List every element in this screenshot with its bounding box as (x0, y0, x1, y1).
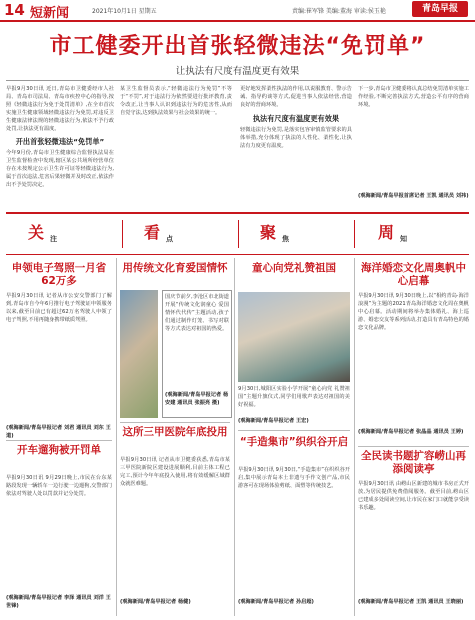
story-title-handcraft-market: “手造集市”织织谷开启 (239, 436, 349, 448)
story-title-traditional-culture: 用传统文化育爱国情怀 (122, 262, 228, 274)
story-title-marriage-week: 海洋婚恋文化周奥帆中心启幕 (361, 262, 466, 287)
story-title-driver-license: 申领电子驾照一月省62万多 (11, 262, 107, 287)
caption-traditional-culture: 国庆节前夕,李沧区市北街道开展“传统文化润童心 爱国情怀代代传”主题活动,孩子们通过制作灯笼、书写对联等方式表达对祖国的热爱。 (165, 294, 229, 332)
page-header (0, 0, 475, 22)
story-title-dog-walking: 开车遛狗被开罚单 (17, 444, 101, 456)
lead-col3-text: 更好地发挥柔性执法的作用,以说服教育、警示告诫、指导约谈等方式,促进当事人依法经营,营造良好的营商环境。 (240, 86, 352, 108)
story-credit-reading-pavilion: (观海新闻/青岛早报记者 王凯 通讯员 王晓丽) (358, 599, 464, 605)
story-body-dog-walking: 早报9月30日讯 9月29日晚上,市民在台东某路段发现一辆轿车一边行驶一边遛狗,交警部门依法对驾驶人处以罚款并记分处罚。 (6, 475, 112, 497)
banner-char-1b: 注 (50, 235, 57, 243)
caption-credit-flag-ceremony: (观海新闻/青岛早报记者 王宏) (238, 418, 309, 424)
lead-col4-text: 下一步,青岛市卫健委将认真总结免罚清单实施工作经验,不断完善执法方式,营造公平有序的营商环境。 (358, 86, 469, 108)
photo-flag-ceremony (238, 292, 350, 382)
divider (358, 446, 469, 447)
photo-children-activity (120, 290, 158, 418)
lead-col1-text: 早报9月30日讯 近日,青岛市卫健委经市人社局、青岛市司法局、青岛市疾控中心的指导,按照《轻微违法行为免于处罚清单》,在全市首次实施卫生健康领域轻微违法行为免罚,对违反卫生健康法律法规的轻微违法行为,依法不予行政处罚,让执法更有温度。 (6, 86, 114, 132)
story-body-reading-pavilion: 早报9月30日讯 由崂山区新建的城市书房正式开放,为居民提供免费借阅服务。截至目前,崂山区已建成多处阅读空间,让市民在家门口就能享受读书乐趣。 (358, 481, 469, 511)
story-body-marriage-week: 早报9月30日讯 9月30日晚上,以“相约青岛·海洋浪漫”为主题的2021青岛海洋婚恋文化周在奥帆中心启幕。活动期间将举办集体婚礼、海上巡游、婚恋交友等系列活动,打造具有青岛特色的婚恋文化品牌。 (358, 293, 469, 331)
story-body-driver-license: 早报9月30日讯 记者从市公安交警部门了解到,青岛市自今年6月推行电子驾驶证申领服务以来,截至目前已有超过62万名驾驶人申领了电子驾照,不用再随身携带纸质驾照。 (6, 293, 112, 323)
column-rule (354, 258, 355, 616)
story-title-flag-ceremony: 童心向党礼赞祖国 (252, 262, 336, 274)
banner-char-4: 周 (378, 223, 395, 242)
lead-col1b-text: 今年9月份,青岛市卫生健康综合监督执法局在卫生监督检查中发现,辖区某公共场所经营单位存在未按规定公示卫生许可证等轻微违法行为,属于首次违法,危害后果轻微并及时改正,依法作出不予处罚决定。 (6, 150, 114, 188)
lead-col1-subtitle: 开出首张轻微违法“免罚单” (15, 137, 105, 146)
divider (238, 430, 350, 431)
story-credit-dog-walking: (观海新闻/青岛早报记者 李泽 通讯员 刘洋 王世锋) (6, 595, 111, 609)
lead-col3-subtitle: 执法有尺度有温度更有效果 (252, 114, 340, 123)
lead-col2-text: 某卫生监督员表示,“轻微违法行为免罚”不等于“不罚”,对于违法行为依然要进行批评教育,责令改正,让当事人认识到违法行为的危害性,从而自觉守法,达到执法效果与社会效果的统一。 (120, 86, 232, 116)
lead-credit: (观海新闻/青岛早报首席记者 王凯 通讯员 刘祎) (358, 193, 469, 199)
lead-col3b-text: 轻微违法行为免罚,是落实包容审慎监管要求的具体举措,充分体现了执法的人性化、柔性化,让执法有力度更有温度。 (240, 127, 352, 149)
lead-headline: 市工健委开出首张轻微违法“免罚单” (49, 34, 426, 59)
caption-credit-traditional-culture: (观海新闻/青岛早报记者 杨安建 通讯员 张振亮 摄) (165, 392, 229, 406)
page-number: 14 (4, 1, 25, 19)
caption-flag-ceremony: 9月30日,城阳区实验小学开展“童心向党 礼赞祖国”主题升旗仪式,同学们用歌声表达对祖国的美好祝福。 (238, 386, 350, 408)
banner-sep (238, 220, 239, 248)
story-body-handcraft-market: 早报9月30日讯 9月30日,“手造集市”在织织谷开启,集中展示青岛本土非遗与手作文创产品,市民游客可在现场体验剪纸、面塑等传统技艺。 (238, 467, 350, 489)
story-credit-hospital: (观海新闻/青岛早报记者 杨健) (120, 599, 191, 605)
story-credit-marriage-week: (观海新闻/青岛早报记者 张晶晶 通讯员 王婷) (358, 429, 464, 435)
divider (120, 422, 230, 423)
story-title-hospital: 这所三甲医院年底投用 (122, 426, 228, 438)
story-credit-handcraft-market: (观海新闻/青岛早报记者 孙启超) (238, 599, 314, 605)
column-rule (116, 258, 117, 616)
newspaper-logo: 青岛早报 (412, 1, 468, 17)
banner-char-4b: 知 (400, 235, 407, 243)
banner-sep (354, 220, 355, 248)
story-body-hospital: 早报9月30日讯 记者从市卫健委获悉,青岛市某三甲医院新院区建设进展顺利,目前主体工程已完工,预计今年年底投入使用,将有效缓解区域群众就医难题。 (120, 457, 230, 487)
banner-char-3: 聚 (260, 223, 277, 242)
divider (6, 440, 112, 441)
section-banner (6, 212, 469, 255)
divider (6, 80, 469, 81)
lead-subheadline: 让执法有尺度有温度更有效果 (175, 66, 300, 77)
banner-char-3b: 焦 (282, 235, 289, 243)
editor-credits: 责编:崔军锋 美编:董海 审读:侯玉艳 (292, 8, 386, 15)
section-title: 短新闻 (30, 6, 70, 21)
issue-date: 2021年10月1日 星期五 (92, 8, 157, 15)
banner-char-2: 看 (144, 223, 161, 242)
banner-char-2b: 点 (166, 235, 173, 243)
column-rule (234, 258, 235, 616)
story-title-reading-pavilion: 全民读书题扩容崂山再添阅读亭 (361, 450, 466, 475)
story-credit-driver-license: (观海新闻/青岛早报记者 刘君 通讯员 刘东 王道) (6, 425, 111, 439)
banner-char-1: 关 (28, 223, 45, 242)
caption-box (162, 290, 232, 418)
banner-sep (122, 220, 123, 248)
